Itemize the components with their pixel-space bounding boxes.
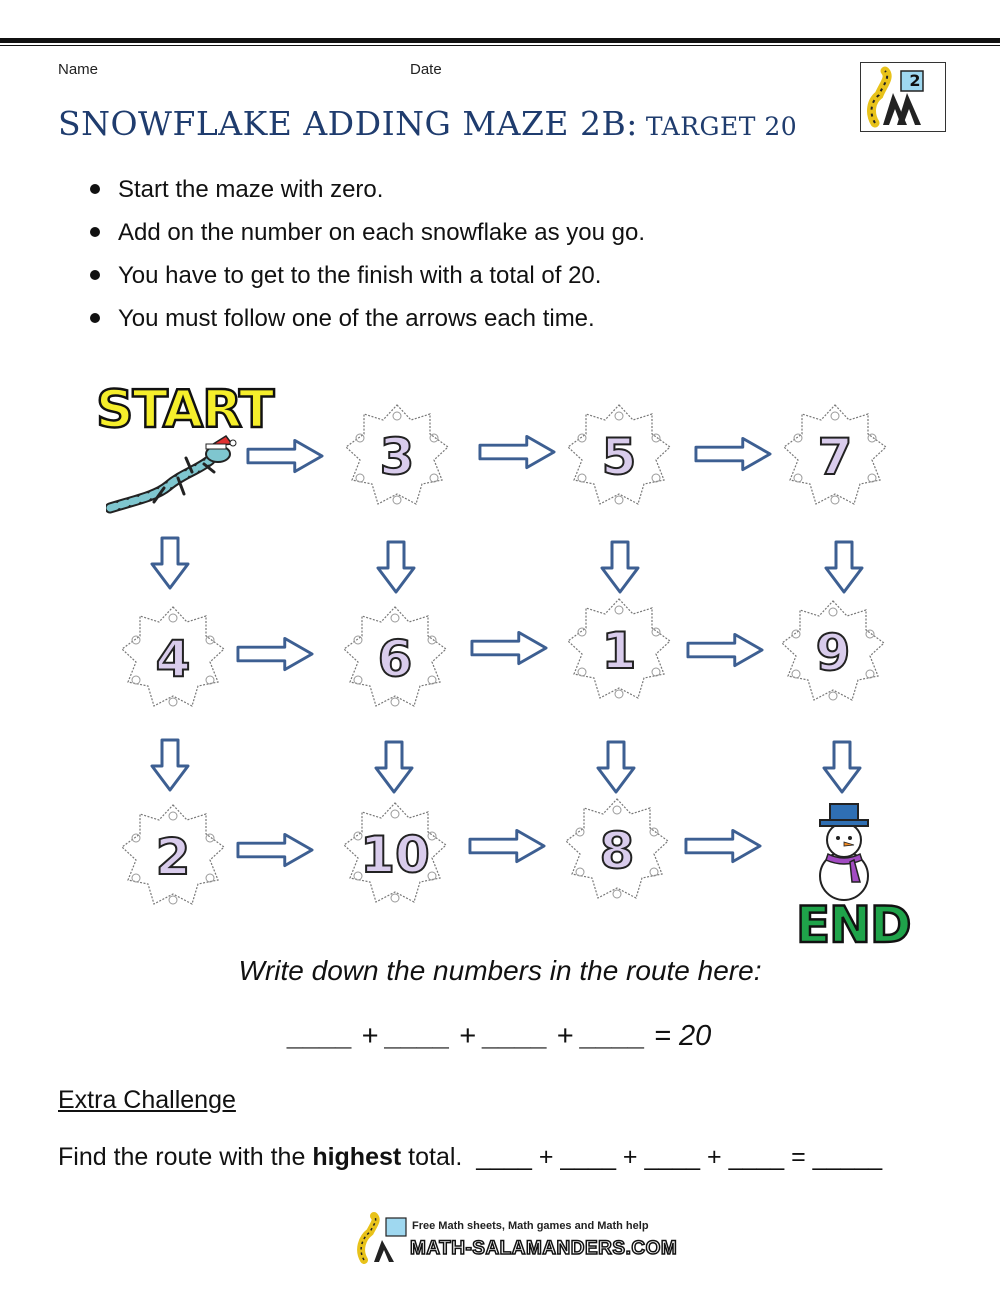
extra-text-before: Find the route with the	[58, 1143, 313, 1171]
instruction-item: Add on the number on each snowflake as you go.	[82, 211, 645, 254]
footer-site: MATH-SALAMANDERS.COM	[410, 1238, 678, 1259]
extra-challenge-text	[58, 1143, 882, 1172]
snowflake-tile	[564, 596, 674, 706]
route-equation: ____ + ____ + ____ + ____ = 20	[288, 1020, 712, 1052]
instruction-item: Start the maze with zero.	[82, 168, 645, 211]
snowman-icon	[800, 800, 890, 904]
arrow-right-icon	[468, 828, 546, 864]
snowflake-number: 3	[379, 428, 415, 486]
arrow-right-icon	[684, 828, 762, 864]
name-label: Name	[58, 61, 99, 78]
title-main: SNOWFLAKE ADDING MAZE 2B:	[58, 104, 638, 143]
instruction-item: You have to get to the finish with a total of 20.	[82, 254, 645, 297]
arrow-right-icon	[686, 632, 764, 668]
grade-badge	[860, 62, 946, 132]
footer-tagline: Free Math sheets, Math games and Math help	[412, 1220, 649, 1232]
arrow-down-icon	[374, 740, 414, 794]
salamander-logo-icon	[861, 63, 945, 131]
snowflake-tile	[340, 800, 450, 910]
end-label: END	[796, 896, 911, 954]
snowflake-tile	[780, 402, 890, 512]
snowflake-tile	[118, 604, 228, 714]
snowflake-number: 6	[377, 630, 413, 688]
snowflake-number: 4	[155, 630, 191, 688]
extra-text-after: total. ____ + ____ + ____ + ____ = _____	[401, 1143, 883, 1171]
snowflake-number: 2	[155, 828, 191, 886]
top-rule-thin	[0, 45, 1000, 46]
snowflake-tile	[562, 796, 672, 906]
snowflake-tile	[340, 604, 450, 714]
arrow-right-icon	[694, 436, 772, 472]
arrow-right-icon	[478, 434, 556, 470]
extra-text-bold: highest	[312, 1143, 402, 1171]
top-rule	[0, 38, 1000, 43]
arrow-down-icon	[822, 740, 862, 794]
footer-salamander-icon	[352, 1212, 412, 1264]
arrow-down-icon	[596, 740, 636, 794]
title-target: TARGET 20	[645, 112, 798, 141]
arrow-down-icon	[600, 540, 640, 594]
arrow-down-icon	[150, 738, 190, 792]
snowflake-tile	[118, 802, 228, 912]
arrow-down-icon	[376, 540, 416, 594]
extra-challenge-title: Extra Challenge	[58, 1086, 236, 1114]
snowflake-tile	[564, 402, 674, 512]
arrow-right-icon	[236, 636, 314, 672]
arrow-right-icon	[246, 438, 324, 474]
snowflake-number: 8	[599, 822, 635, 880]
snowflake-tile	[778, 598, 888, 708]
arrow-right-icon	[236, 832, 314, 868]
date-label: Date	[410, 61, 442, 78]
snowflake-number: 1	[601, 622, 637, 680]
instruction-list	[82, 168, 645, 340]
start-label: START	[96, 380, 274, 440]
snowflake-number: 5	[601, 428, 637, 486]
instruction-item: You must follow one of the arrows each time.	[82, 297, 645, 340]
arrow-down-icon	[150, 536, 190, 590]
arrow-right-icon	[470, 630, 548, 666]
page-title	[58, 104, 797, 143]
arrow-down-icon	[824, 540, 864, 594]
snowflake-tile	[342, 402, 452, 512]
salamander-start-icon	[106, 430, 242, 514]
snowflake-number: 9	[815, 624, 851, 682]
snowflake-number: 7	[817, 428, 853, 486]
route-prompt: Write down the numbers in the route here:	[238, 955, 762, 986]
grade-number: 2	[909, 71, 921, 90]
snowflake-number: 10	[360, 826, 430, 884]
